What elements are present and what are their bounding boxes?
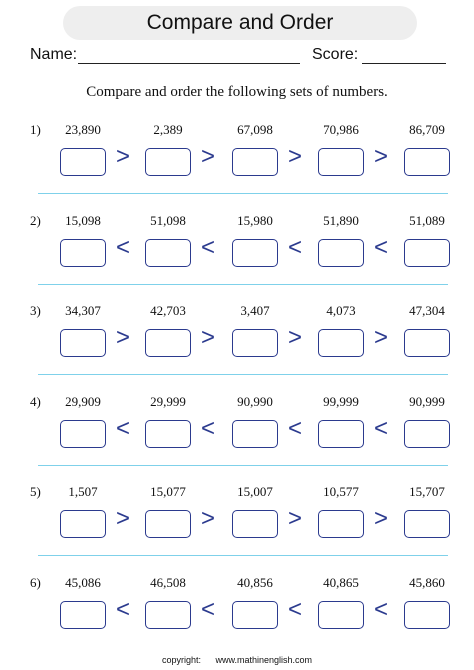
answer-box[interactable] <box>404 148 450 176</box>
worksheet-title: Compare and Order <box>146 11 334 34</box>
comparison-symbol: > <box>287 505 302 532</box>
comparison-symbol: < <box>200 595 215 623</box>
answer-box[interactable] <box>232 510 278 538</box>
problem-row <box>0 394 474 484</box>
answer-box[interactable] <box>318 239 364 267</box>
given-number: 29,909 <box>65 393 101 409</box>
given-number: 99,999 <box>323 393 359 409</box>
answer-box[interactable] <box>60 420 106 448</box>
given-number: 29,999 <box>150 393 186 409</box>
score-field-line[interactable] <box>362 63 446 64</box>
answer-box[interactable] <box>318 510 364 538</box>
answer-box[interactable] <box>404 239 450 267</box>
comparison-symbol: < <box>115 595 130 623</box>
row-divider <box>38 374 448 375</box>
answer-box[interactable] <box>60 510 106 538</box>
comparison-symbol: < <box>287 595 302 623</box>
row-divider <box>38 555 448 556</box>
answer-box[interactable] <box>232 239 278 267</box>
answer-box[interactable] <box>60 239 106 267</box>
given-number: 34,307 <box>65 303 101 318</box>
given-number: 4,073 <box>326 303 356 318</box>
row-divider <box>38 465 448 466</box>
comparison-symbol: > <box>373 505 388 532</box>
answer-box[interactable] <box>232 420 278 448</box>
comparison-symbol: > <box>115 505 130 532</box>
comparison-symbol: < <box>115 414 130 442</box>
given-number: 40,856 <box>237 574 273 590</box>
given-number: 90,999 <box>409 393 445 409</box>
title-banner <box>63 6 417 40</box>
copyright-label: copyright: <box>161 655 201 665</box>
comparison-symbol: > <box>287 143 302 170</box>
answer-box[interactable] <box>232 601 278 629</box>
name-label: Name: <box>30 46 78 63</box>
comparison-symbol: > <box>115 143 130 170</box>
given-number: 90,990 <box>237 393 273 409</box>
problem-row <box>0 213 474 303</box>
comparison-symbol: > <box>115 324 130 351</box>
given-number: 42,703 <box>150 303 186 318</box>
comparison-symbol: > <box>200 143 215 170</box>
comparison-symbol: > <box>373 143 388 170</box>
given-number: 47,304 <box>409 303 445 318</box>
comparison-symbol: < <box>287 233 302 261</box>
given-number: 2,389 <box>153 122 183 137</box>
given-number: 70,986 <box>323 122 359 137</box>
answer-box[interactable] <box>318 420 364 448</box>
comparison-symbol: < <box>373 233 388 261</box>
answer-box[interactable] <box>404 601 450 629</box>
problem-number: 4) <box>30 393 41 409</box>
given-number: 67,098 <box>237 122 273 137</box>
answer-box[interactable] <box>145 329 191 357</box>
answer-box[interactable] <box>404 420 450 448</box>
problem-row <box>0 575 474 665</box>
answer-box[interactable] <box>145 239 191 267</box>
given-number: 51,890 <box>323 212 359 228</box>
answer-box[interactable] <box>145 148 191 176</box>
problem-number: 3) <box>30 303 41 318</box>
given-number: 10,577 <box>323 484 359 499</box>
name-score-row <box>30 44 450 68</box>
row-divider <box>38 284 448 285</box>
instructions: Compare and order the following sets of numbers. <box>86 84 388 100</box>
site-link[interactable]: www.mathinenglish.com <box>215 655 313 665</box>
footer <box>0 655 474 665</box>
name-field-line[interactable] <box>78 63 300 64</box>
answer-box[interactable] <box>60 329 106 357</box>
answer-box[interactable] <box>60 601 106 629</box>
problem-number: 1) <box>30 122 41 137</box>
comparison-symbol: < <box>373 595 388 623</box>
answer-box[interactable] <box>145 510 191 538</box>
problem-number: 6) <box>30 574 41 590</box>
comparison-symbol: > <box>200 505 215 532</box>
problem-row <box>0 122 474 212</box>
answer-box[interactable] <box>60 148 106 176</box>
problem-number: 2) <box>30 212 41 228</box>
comparison-symbol: < <box>200 414 215 442</box>
answer-box[interactable] <box>145 601 191 629</box>
comparison-symbol: < <box>200 233 215 261</box>
given-number: 15,098 <box>65 212 101 228</box>
problem-row <box>0 303 474 393</box>
answer-box[interactable] <box>404 329 450 357</box>
comparison-symbol: < <box>115 233 130 261</box>
given-number: 15,007 <box>237 484 273 499</box>
answer-box[interactable] <box>318 148 364 176</box>
given-number: 23,890 <box>65 122 101 137</box>
problem-number: 5) <box>30 484 41 499</box>
answer-box[interactable] <box>404 510 450 538</box>
given-number: 51,089 <box>409 212 445 228</box>
comparison-symbol: > <box>373 324 388 351</box>
answer-box[interactable] <box>232 148 278 176</box>
answer-box[interactable] <box>318 329 364 357</box>
problem-row <box>0 484 474 574</box>
given-number: 15,077 <box>150 484 186 499</box>
given-number: 45,860 <box>409 574 445 590</box>
row-divider <box>38 193 448 194</box>
given-number: 46,508 <box>150 574 186 590</box>
comparison-symbol: < <box>287 414 302 442</box>
given-number: 15,980 <box>237 212 273 228</box>
comparison-symbol: < <box>373 414 388 442</box>
answer-box[interactable] <box>232 329 278 357</box>
answer-box[interactable] <box>318 601 364 629</box>
given-number: 3,407 <box>240 303 270 318</box>
score-label: Score: <box>312 46 359 63</box>
given-number: 86,709 <box>409 122 445 137</box>
given-number: 15,707 <box>409 484 445 499</box>
given-number: 1,507 <box>68 484 98 499</box>
given-number: 51,098 <box>150 212 186 228</box>
given-number: 40,865 <box>323 574 359 590</box>
comparison-symbol: > <box>200 324 215 351</box>
given-number: 45,086 <box>65 574 101 590</box>
answer-box[interactable] <box>145 420 191 448</box>
comparison-symbol: > <box>287 324 302 351</box>
